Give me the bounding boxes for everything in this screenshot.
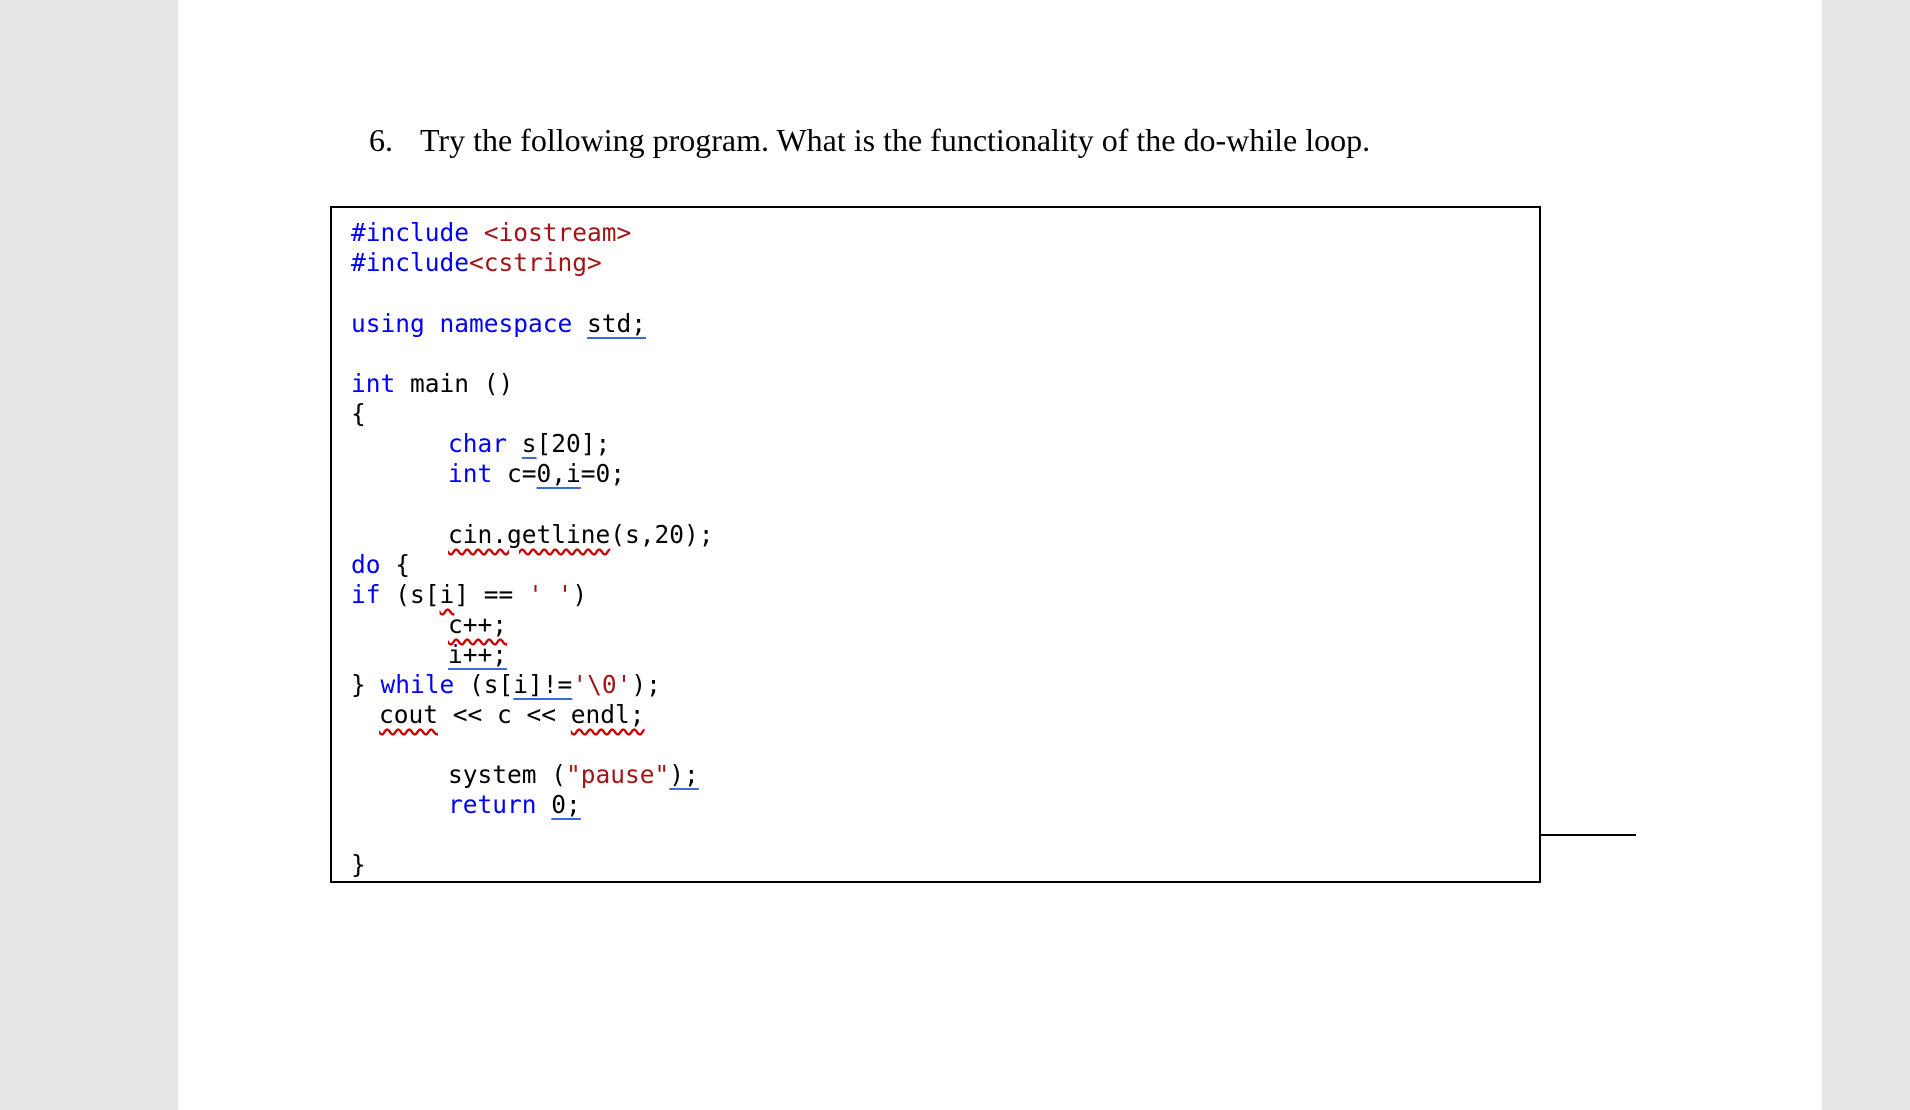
code-text: { <box>380 550 411 579</box>
code-text: { <box>351 399 366 428</box>
code-line-cout <box>379 700 645 730</box>
keyword: while <box>380 670 455 699</box>
code-text: s <box>521 429 537 458</box>
string-literal: "pause" <box>566 760 670 789</box>
code-text: << c << <box>438 700 571 729</box>
code-line-main <box>351 369 513 399</box>
code-line-do <box>351 550 410 580</box>
question-text: Try the following program. What is the functionality of the do-while loop. <box>420 122 1371 158</box>
header-name: <iostream> <box>483 218 632 247</box>
code-text: i++; <box>448 640 508 669</box>
code-text: cin.getline <box>448 520 611 549</box>
code-text: ); <box>669 760 699 789</box>
code-line-if <box>351 580 587 610</box>
code-text: } <box>351 850 366 879</box>
code-text: (s[ <box>454 670 514 699</box>
code-line-getline <box>448 520 714 550</box>
code-text: ); <box>631 670 661 699</box>
keyword: int <box>448 459 493 488</box>
keyword: using namespace <box>351 309 588 338</box>
code-line-open-brace <box>351 399 366 429</box>
code-text: cout <box>379 700 439 729</box>
code-text: (s[ <box>380 580 440 609</box>
code-line-using <box>351 309 646 339</box>
code-text: i]!= <box>513 670 573 699</box>
keyword: int <box>351 369 396 398</box>
code-text: c= <box>492 459 537 488</box>
code-text: system ( <box>448 760 567 789</box>
code-text: endl; <box>570 700 645 729</box>
keyword: char <box>448 429 508 458</box>
code-text: (s,20); <box>610 520 714 549</box>
code-text: ) <box>572 580 588 609</box>
namespace-name: std; <box>587 309 647 338</box>
keyword: if <box>351 580 381 609</box>
code-text: 0,i <box>536 459 581 488</box>
code-text: i <box>439 580 455 609</box>
code-text: [20]; <box>536 429 611 458</box>
code-line-return <box>448 790 581 820</box>
code-text: c++; <box>448 610 508 639</box>
keyword: #include <box>351 218 484 247</box>
code-line-char-decl <box>448 429 610 459</box>
keyword: #include <box>351 248 470 277</box>
code-line-c-increment <box>448 610 507 640</box>
question-number: 6. <box>369 122 393 158</box>
code-text: =0; <box>580 459 626 488</box>
code-line-i-increment <box>448 640 507 670</box>
code-line-int-decl <box>448 459 625 489</box>
code-line-include-iostream <box>351 218 631 248</box>
code-line-while <box>351 670 661 700</box>
question-heading <box>369 122 1370 159</box>
code-text: main () <box>395 369 514 398</box>
code-line-include-cstring <box>351 248 602 278</box>
keyword: return <box>448 790 537 819</box>
char-literal: ' ' <box>528 580 573 609</box>
code-text: } <box>351 670 381 699</box>
code-text: 0; <box>551 790 581 819</box>
code-line-system <box>448 760 699 790</box>
char-literal: '\0' <box>572 670 632 699</box>
code-line-close-brace <box>351 850 366 880</box>
side-rule-line <box>1541 834 1636 836</box>
code-text: ] == <box>454 580 529 609</box>
header-name: <cstring> <box>469 248 602 277</box>
keyword: do <box>351 550 381 579</box>
